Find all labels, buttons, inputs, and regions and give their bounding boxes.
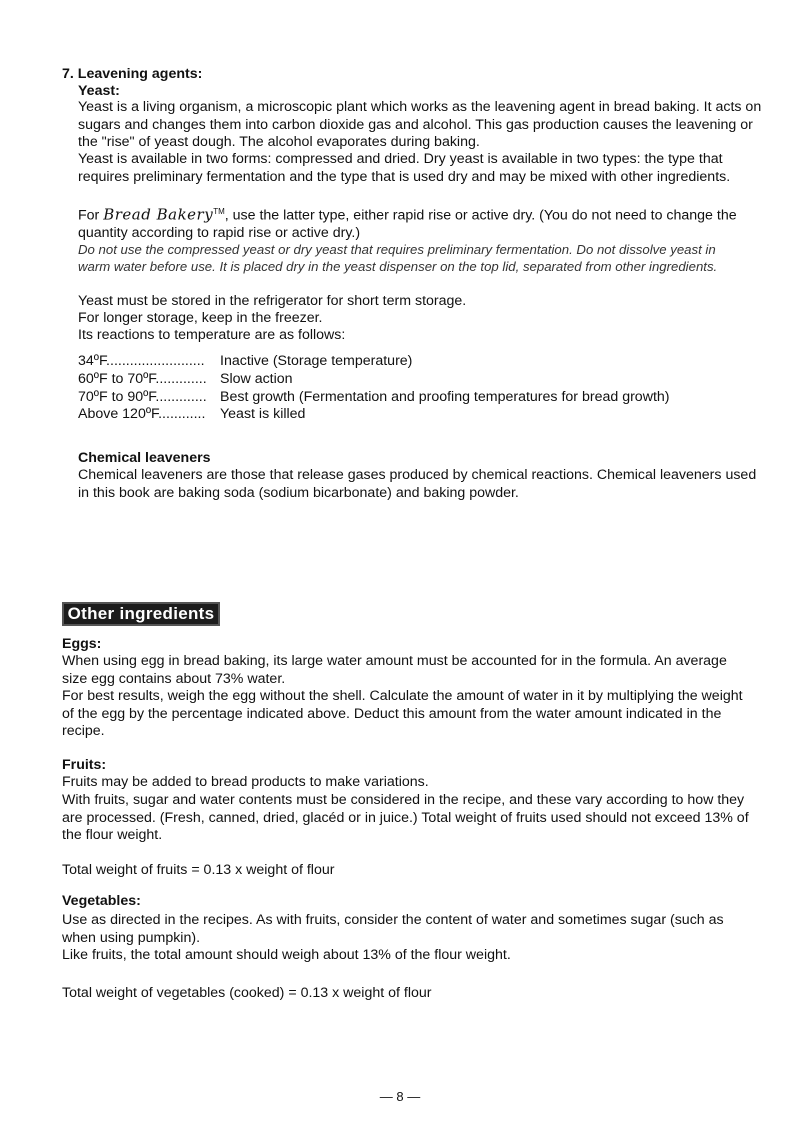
chemical-leaveners-heading: Chemical leaveners — [78, 450, 211, 466]
temp-effect: Slow action — [220, 371, 293, 387]
temp-value: Above 120ºF............ — [78, 406, 206, 422]
reactions-intro: Its reactions to temperature are as follows: — [78, 327, 346, 343]
for-prefix: For — [78, 207, 100, 224]
trademark-symbol: TM — [213, 207, 225, 216]
vegetables-heading: Vegetables: — [62, 893, 141, 909]
fruits-paragraph-2: With fruits, sugar and water contents must be considered in the recipe, and these vary according to how they are processed. (Fresh, canned, dried, glacéd or in juice.) Total weight of fruits used should not exceed 13% of the flour weight. — [62, 792, 749, 843]
temp-effect: Inactive (Storage temperature) — [220, 353, 413, 369]
p3-suffix: , use the latter type, either rapid rise or active dry. (You do not need to change the quantity according to rapid rise or active dry.) — [78, 207, 737, 242]
yeast-heading: Yeast: — [78, 83, 120, 99]
other-ingredients-banner: Other ingredients — [62, 602, 220, 626]
brand-logo-text: Bread Bakery — [103, 205, 214, 224]
section-heading-leavening: 7. Leavening agents: — [62, 66, 203, 82]
temp-effect: Yeast is killed — [220, 406, 306, 422]
fruits-formula: Total weight of fruits = 0.13 x weight of flour — [62, 862, 335, 878]
chemical-leaveners-text: Chemical leaveners are those that release gases produced by chemical reactions. Chemical leaveners used in this book are baking soda (sodium bicarbonate) and baking powder. — [78, 467, 757, 501]
temp-value: 34ºF......................... — [78, 353, 205, 369]
temp-value: 70ºF to 90ºF............. — [78, 389, 207, 405]
yeast-italic-note: Do not use the compressed yeast or dry yeast that requires preliminary fermentation. Do not dissolve yeast in warm water before use. It is placed dry in the yeast dispenser on the top lid, separated from other ingredients. — [78, 242, 718, 274]
page-number: — 8 — — [379, 1089, 421, 1104]
vegetables-paragraph-1: Use as directed in the recipes. As with fruits, consider the content of water and sometimes sugar (such as when using pumpkin). — [62, 912, 724, 946]
storage-line-2: For longer storage, keep in the freezer. — [78, 310, 323, 326]
eggs-heading: Eggs: — [62, 636, 102, 652]
temp-effect: Best growth (Fermentation and proofing temperatures for bread growth) — [220, 389, 670, 405]
eggs-paragraph-1: When using egg in bread baking, its large water amount must be accounted for in the formula. An average size egg contains about 73% water. — [62, 653, 727, 687]
yeast-paragraph-1: Yeast is a living organism, a microscopic plant which works as the leavening agent in bread baking. It acts on sugars and changes them into carbon dioxide gas and alcohol. This gas production causes the leavening or the "rise" of yeast dough. The alcohol evaporates during baking. — [78, 99, 762, 150]
fruits-paragraph-1: Fruits may be added to bread products to make variations. — [62, 774, 429, 790]
yeast-paragraph-2: Yeast is available in two forms: compressed and dried. Dry yeast is available in two types: the type that requires preliminary fermentation and the type that is used dry and may be mixed with other ingredients. — [78, 151, 731, 185]
temp-value: 60ºF to 70ºF............. — [78, 371, 207, 387]
vegetables-formula: Total weight of vegetables (cooked) = 0.13 x weight of flour — [62, 985, 432, 1001]
vegetables-paragraph-2: Like fruits, the total amount should weigh about 13% of the flour weight. — [62, 947, 511, 963]
fruits-heading: Fruits: — [62, 757, 107, 773]
storage-line-1: Yeast must be stored in the refrigerator for short term storage. — [78, 293, 467, 309]
yeast-paragraph-3 — [78, 203, 768, 243]
eggs-paragraph-2: For best results, weigh the egg without the shell. Calculate the amount of water in it by multiplying the weight of the egg by the percentage indicated above. Deduct this amount from the water amount indicated in the recipe. — [62, 688, 743, 739]
